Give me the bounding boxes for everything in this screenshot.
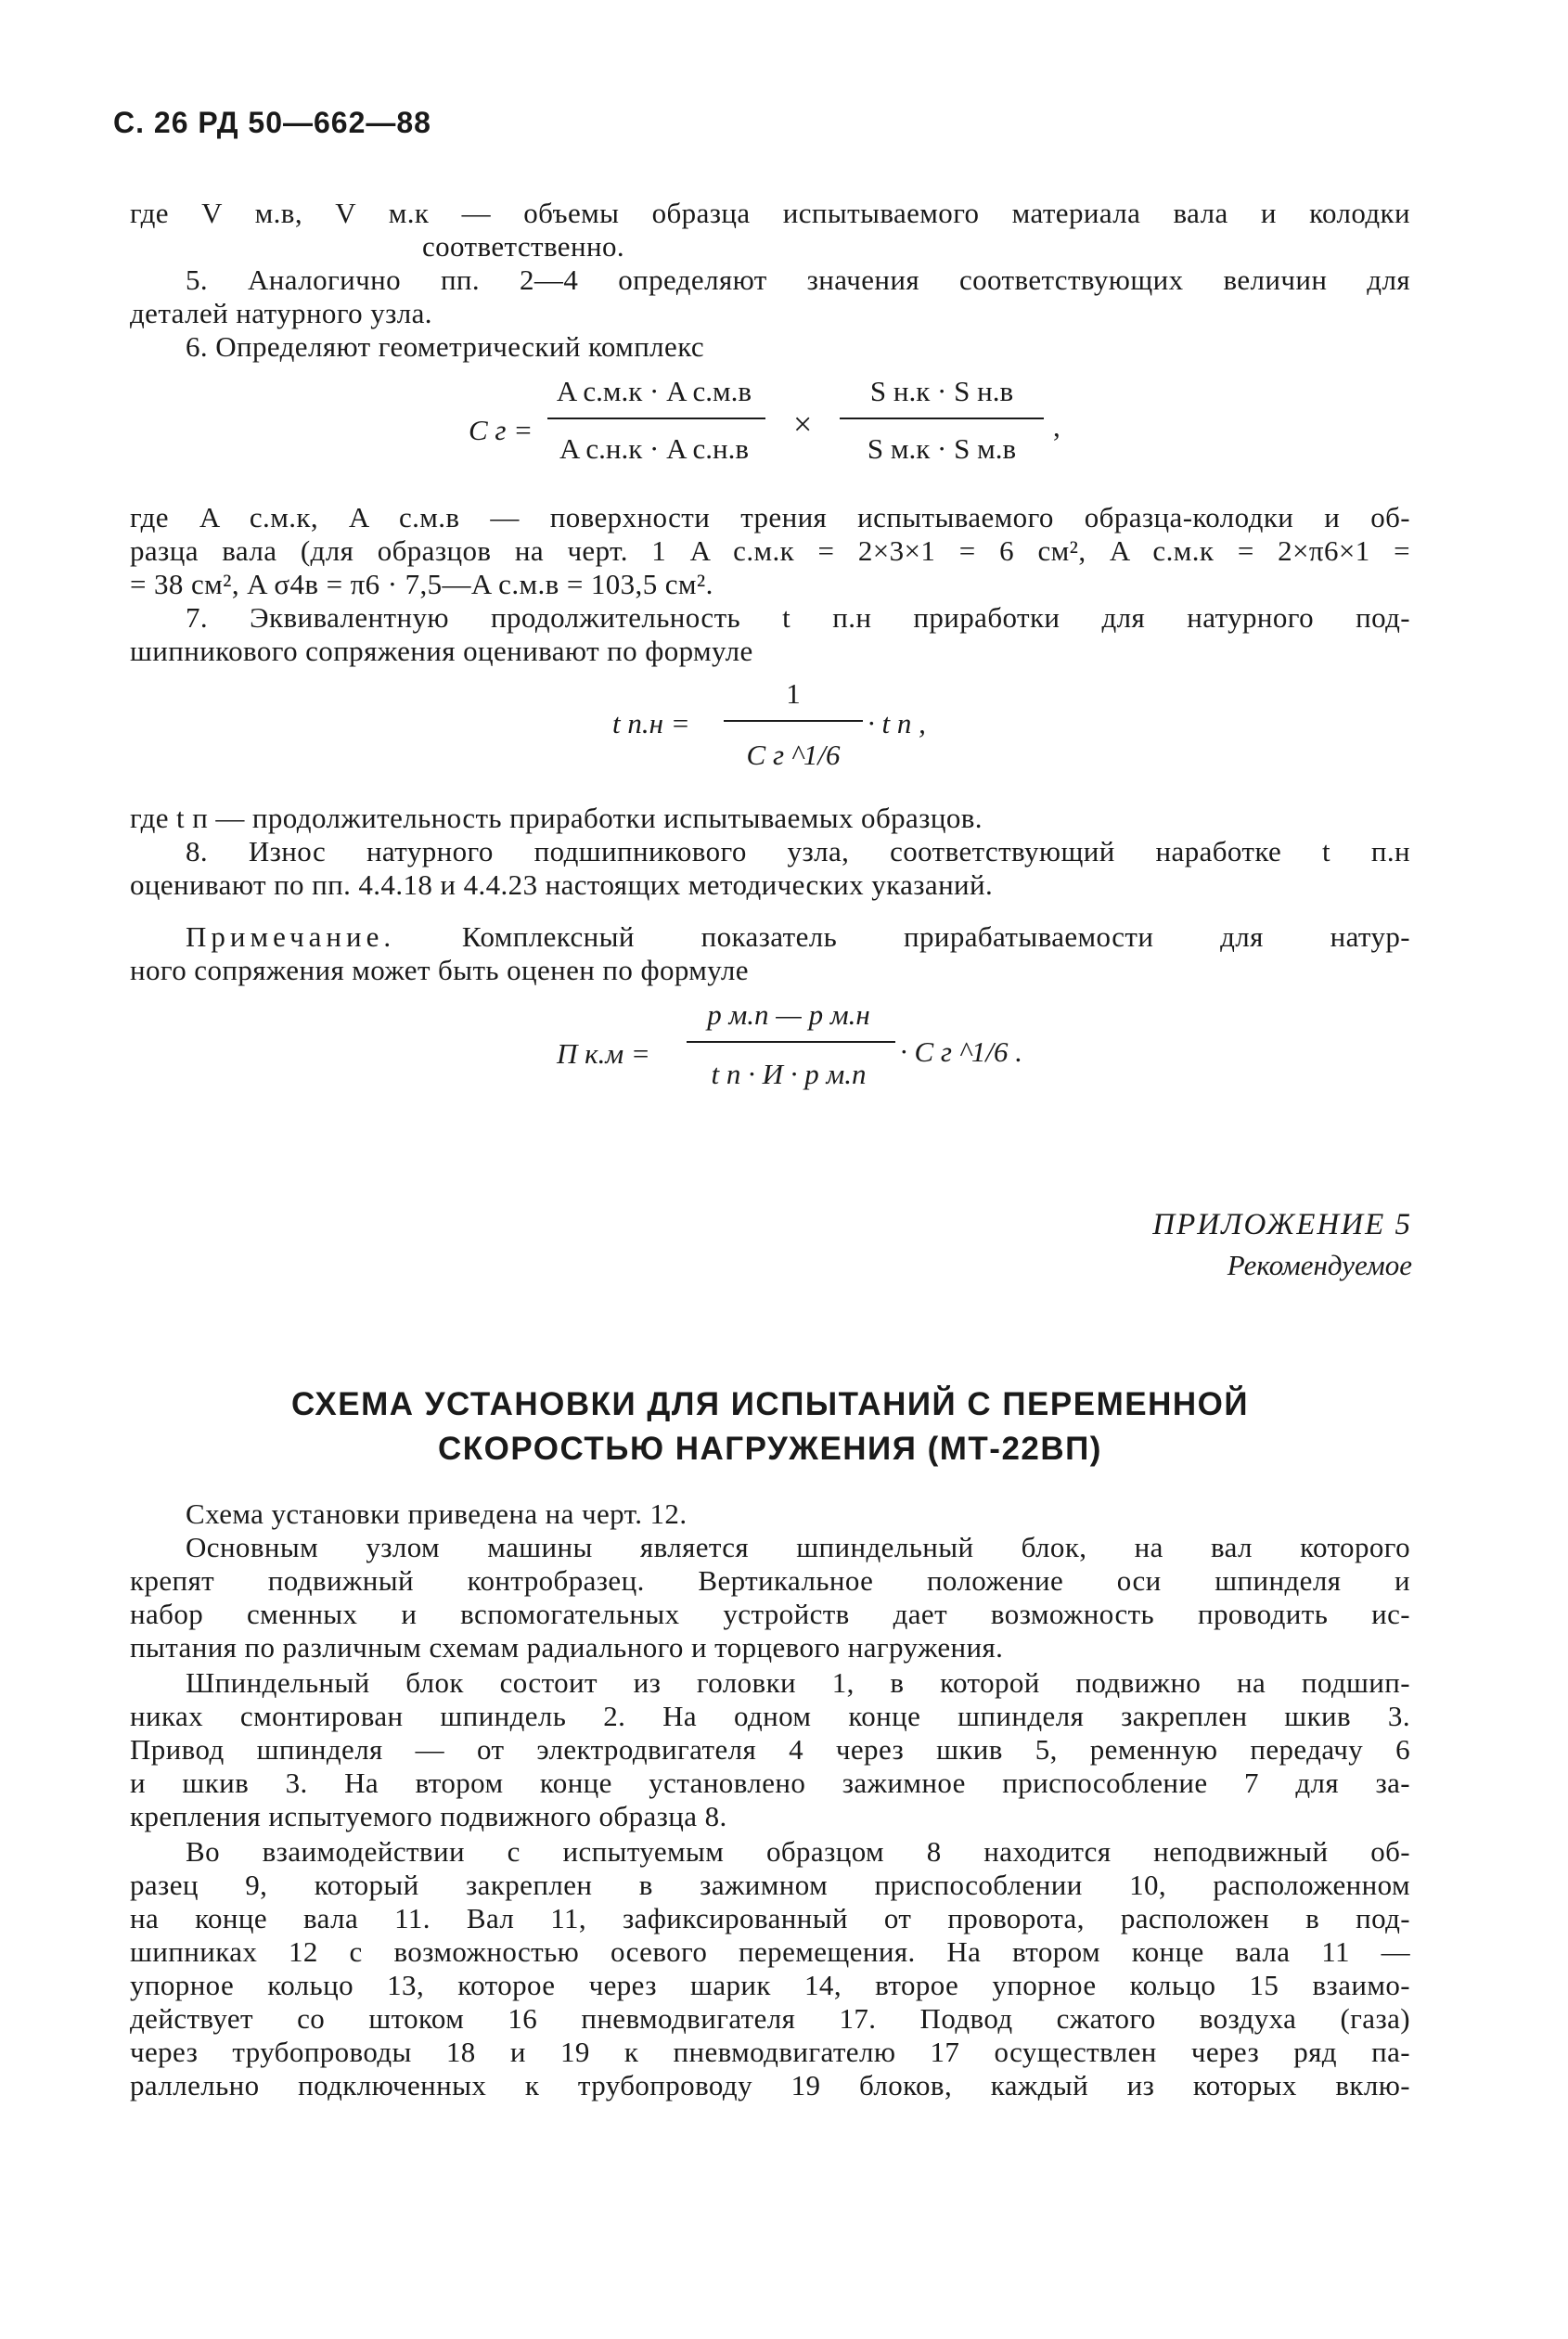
body-line: действует со штоком 16 пневмодвигателя 17. Подвод сжатого воздуха (газа) — [130, 2002, 1410, 2035]
body-line: упорное кольцо 13, которое через шарик 14, второе упорное кольцо 15 взаимо- — [130, 1969, 1410, 2001]
formula-denominator: t п · И · p м.п — [711, 1058, 867, 1090]
text-line: разца вала (для образцов на черт. 1 A с.м.к = 2×3×1 = 6 см², A с.м.к = 2×π6×1 = — [130, 534, 1410, 567]
fraction-bar — [840, 418, 1044, 419]
formula-numerator: A с.м.к · A с.м.в — [556, 375, 752, 407]
fraction-bar — [724, 720, 863, 722]
body-line: Привод шпинделя — от электродвигателя 4 через шкив 5, ременную передачу 6 — [130, 1733, 1410, 1766]
body-line: набор сменных и вспомогательных устройств дает возможность проводить ис- — [130, 1598, 1410, 1630]
text-line: 6. Определяют геометрический комплекс — [186, 330, 705, 363]
formula-numerator: S н.к · S н.в — [869, 375, 1014, 407]
section-title-line: СКОРОСТЬЮ НАГРУЖЕНИЯ (МТ-22ВП) — [438, 1431, 1102, 1467]
times-sign: × — [793, 405, 813, 443]
text-line: 5. Аналогично пп. 2—4 определяют значения соответствующих величин для — [186, 263, 1410, 296]
formula-denominator: S м.к · S м.в — [867, 432, 1017, 465]
text-line: 7. Эквивалентную продолжительность t п.н приработки для натурного под- — [186, 601, 1410, 634]
body-line: пытания по различным схемам радиального и торцевого нагружения. — [130, 1631, 1004, 1664]
note-line — [186, 920, 1410, 954]
fraction-bar — [547, 418, 765, 419]
note-text: Комплексный показатель прирабатываемости для натур- — [461, 920, 1410, 953]
body-line: и шкив 3. На втором конце установлено зажимное приспособление 7 для за- — [130, 1767, 1410, 1799]
text-line: где t п — продолжительность приработки испытываемых образцов. — [130, 802, 983, 834]
text-line: соответственно. — [422, 230, 624, 263]
body-line: на конце вала 11. Вал 11, зафиксированный от проворота, расположен в под- — [130, 1902, 1410, 1934]
body-line: разец 9, который закреплен в зажимном приспособлении 10, расположенном — [130, 1869, 1410, 1901]
body-line: Во взаимодействии с испытуемым образцом 8 находится неподвижный об- — [186, 1835, 1410, 1868]
text-line: оценивают по пп. 4.4.18 и 4.4.23 настоящих методических указаний. — [130, 868, 994, 901]
text-line: шипникового сопряжения оценивают по формуле — [130, 635, 753, 667]
body-line: Схема установки приведена на черт. 12. — [186, 1497, 688, 1530]
formula-lhs: t п.н = — [612, 707, 690, 739]
formula-numerator: p м.п — p м.н — [707, 998, 870, 1031]
body-line: крепят подвижный контробразец. Вертикальное положение оси шпинделя и — [130, 1564, 1410, 1597]
text-line: деталей натурного узла. — [130, 297, 432, 329]
fraction-bar — [687, 1041, 895, 1043]
formula-denominator: A с.н.к · A с.н.в — [559, 432, 750, 465]
formula-punct: , — [1053, 410, 1060, 443]
body-line: крепления испытуемого подвижного образца 8. — [130, 1800, 727, 1832]
text-line: 8. Износ натурного подшипникового узла, соответствующий наработке t п.н — [186, 835, 1410, 867]
body-line: раллельно подключенных к трубопроводу 19 блоков, каждый из которых вклю- — [130, 2069, 1410, 2101]
annex-title: ПРИЛОЖЕНИЕ 5 — [1152, 1208, 1412, 1241]
text-line: = 38 см², A σ4в = π6 · 7,5—A с.м.в = 103,5 см². — [130, 568, 713, 600]
section-title-line: СХЕМА УСТАНОВКИ ДЛЯ ИСПЫТАНИЙ С ПЕРЕМЕННОЙ — [290, 1386, 1250, 1422]
body-line: шипниках 12 с возможностью осевого перемещения. На втором конце вала 11 — — [130, 1935, 1410, 1968]
formula-denominator: C г ^1/6 — [746, 739, 841, 771]
body-line: никах смонтирован шпиндель 2. На одном конце шпинделя закреплен шкив 3. — [130, 1700, 1410, 1732]
formula-rhs: · t п , — [868, 707, 926, 739]
text-line: где A с.м.к, A с.м.в — поверхности трения испытываемого образца-колодки и об- — [130, 501, 1410, 533]
page-header: С. 26 РД 50—662—88 — [113, 106, 431, 139]
body-line: Шпиндельный блок состоит из головки 1, в которой подвижно на подшип- — [186, 1666, 1410, 1699]
formula-rhs: · C г ^1/6 . — [900, 1035, 1022, 1068]
text-line: где V м.в, V м.к — объемы образца испытываемого материала вала и колодки — [130, 197, 1410, 229]
body-line: через трубопроводы 18 и 19 к пневмодвигателю 17 осуществлен через ряд па- — [130, 2036, 1410, 2068]
note-line: ного сопряжения может быть оценен по формуле — [130, 954, 749, 986]
body-line: Основным узлом машины является шпиндельный блок, на вал которого — [186, 1531, 1410, 1563]
formula-numerator: 1 — [786, 677, 801, 710]
note-label: Примечание. — [186, 920, 396, 953]
formula-lhs: П к.м = — [557, 1037, 650, 1070]
annex-subtitle: Рекомендуемое — [1227, 1249, 1412, 1281]
formula-lhs: C г = — [469, 414, 533, 446]
